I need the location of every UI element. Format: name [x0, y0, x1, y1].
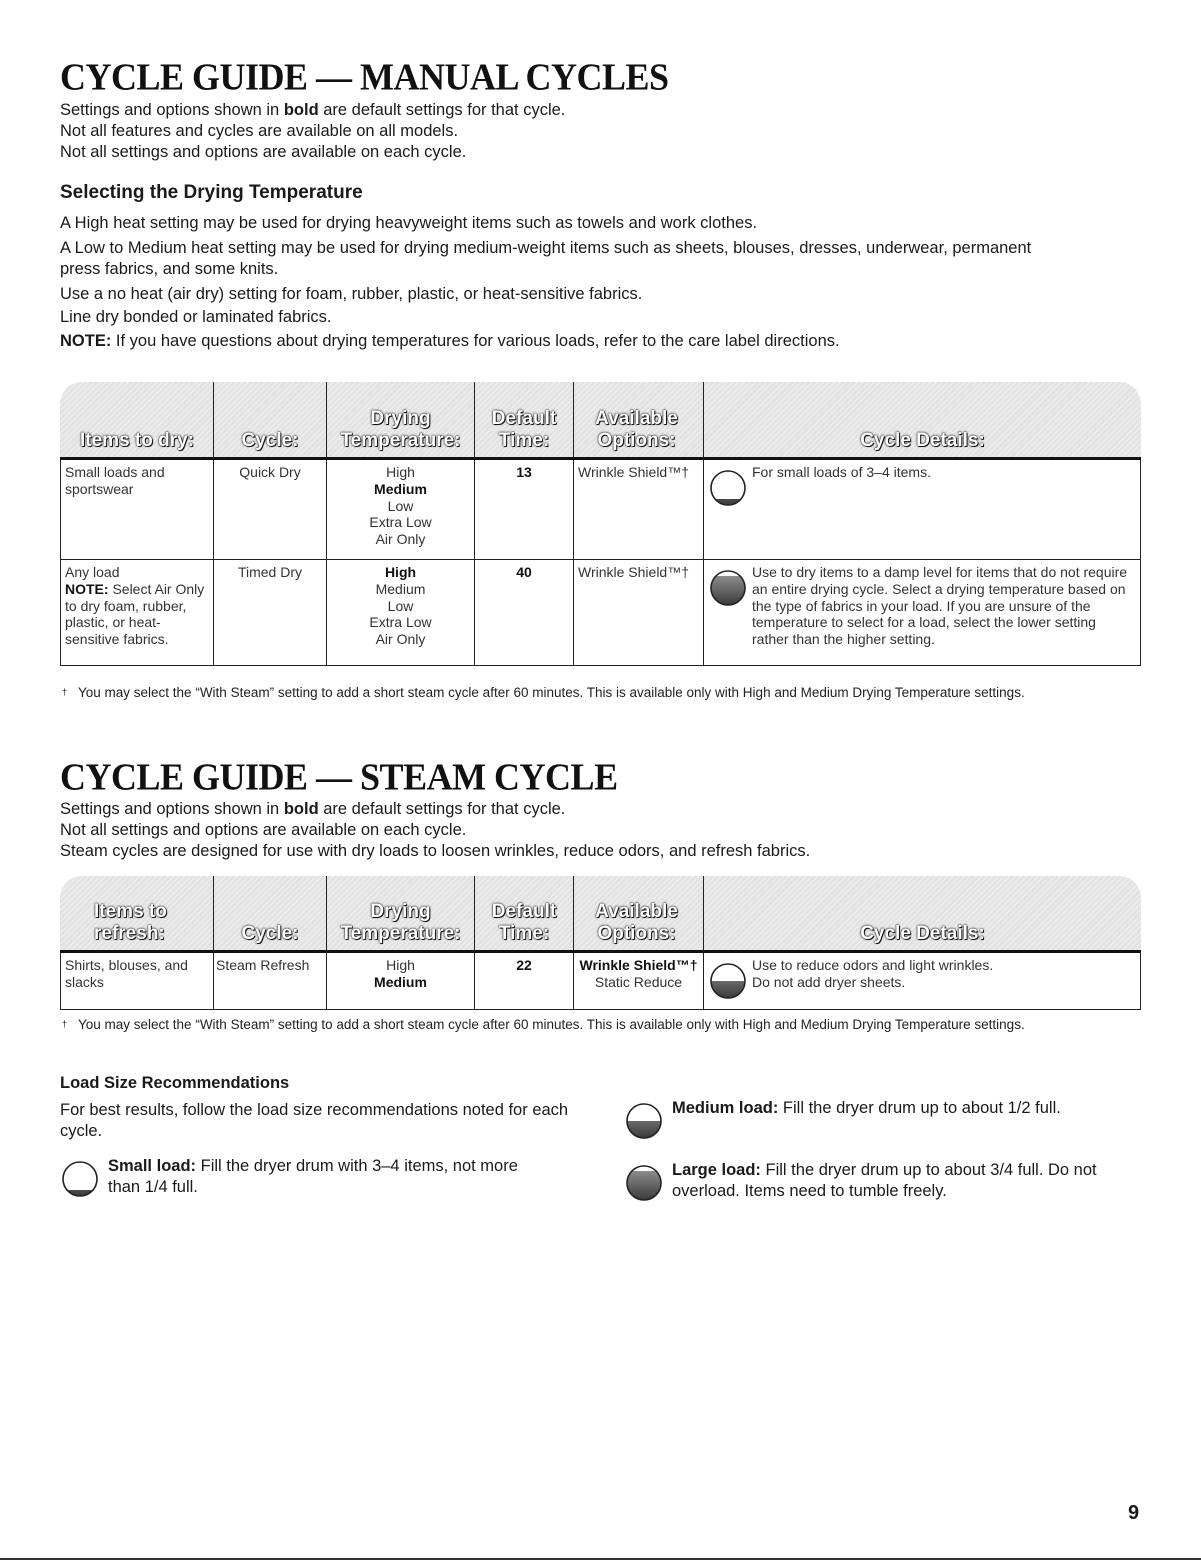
temp-note: NOTE: If you have questions about drying temperatures for various loads, refer to the care label directions. — [60, 332, 840, 350]
small-load-icon — [708, 464, 752, 513]
table-row — [60, 460, 1141, 560]
manual-cycles-table — [60, 382, 1141, 666]
cell-details: For small loads of 3–4 items. — [704, 460, 1141, 560]
steam-cycle-title: CYCLE GUIDE — STEAM CYCLE — [60, 756, 618, 799]
manual-line2: Not all features and cycles are available on all models. — [60, 122, 459, 140]
table-row — [60, 953, 1141, 1010]
header-cycle-details: Cycle Details: — [704, 876, 1141, 953]
small-load-item: Small load: Fill the dryer drum with 3–4 items, not more than 1/4 full. — [60, 1156, 520, 1206]
page-bottom-rule — [0, 1558, 1201, 1560]
cell-temperatures: High Medium Low Extra Low Air Only — [327, 560, 475, 666]
header-default-time: Default Time: — [475, 382, 574, 460]
cell-default-time: 22 — [475, 953, 574, 1010]
header-cycle-details: Cycle Details: — [704, 382, 1141, 460]
load-size-intro: For best results, follow the load size recommendations noted for each cycle. — [60, 1101, 569, 1140]
header-available-options: Available Options: — [574, 382, 704, 460]
cell-cycle: Quick Dry — [214, 460, 327, 560]
header-cycle: Cycle: — [214, 382, 327, 460]
steam-line2: Not all settings and options are available on each cycle. — [60, 821, 467, 839]
table-row — [60, 560, 1141, 666]
cell-items: Small loads and sportswear — [60, 460, 214, 560]
drying-temperature-heading: Selecting the Drying Temperature — [60, 182, 363, 203]
large-load-item: Large load: Fill the dryer drum up to about 3/4 full. Do not overload. Items need to tumble freely. — [624, 1160, 1104, 1210]
cell-default-time: 13 — [475, 460, 574, 560]
temp-paragraph-1: A High heat setting may be used for drying heavyweight items such as towels and work clothes. — [60, 214, 758, 232]
cell-temperatures: High Medium Low Extra Low Air Only — [327, 460, 475, 560]
cell-details: Use to reduce odors and light wrinkles. Do not add dryer sheets. — [704, 953, 1141, 1010]
cell-details: Use to dry items to a damp level for items that do not require an entire drying cycle. Select a drying temperature based on the type of fabrics in your load. If you are unsure of the temperature to select for a load, select the lower setting rather than the higher setting. — [704, 560, 1141, 666]
medium-load-item: Medium load: Fill the dryer drum up to about 1/2 full. — [624, 1098, 1144, 1148]
header-available-options: Available Options: — [574, 876, 704, 953]
manual-line3: Not all settings and options are available on each cycle. — [60, 143, 467, 161]
header-items: Items to refresh: — [60, 876, 214, 953]
steam-cycle-table — [60, 876, 1141, 1010]
large-load-icon — [624, 1160, 672, 1210]
manual-footnote: † You may select the “With Steam” setting to add a short steam cycle after 60 minutes. This is available only with High and Medium Drying Temperature settings. — [62, 685, 1025, 700]
large-load-icon — [708, 564, 752, 613]
temp-paragraph-4: Line dry bonded or laminated fabrics. — [60, 308, 332, 326]
cell-temperatures: High Medium — [327, 953, 475, 1010]
header-items: Items to dry: — [60, 382, 214, 460]
header-default-time: Default Time: — [475, 876, 574, 953]
cell-default-time: 40 — [475, 560, 574, 666]
temp-paragraph-3: Use a no heat (air dry) setting for foam, rubber, plastic, or heat-sensitive fabrics. — [60, 285, 643, 303]
cell-options: Wrinkle Shield™† — [574, 560, 704, 666]
manual-cycles-title: CYCLE GUIDE — MANUAL CYCLES — [60, 56, 669, 99]
small-load-icon — [60, 1156, 108, 1206]
header-cycle: Cycle: — [214, 876, 327, 953]
cell-items: Any load NOTE: Select Air Only to dry foam, rubber, plastic, or heat-sensitive fabrics. — [60, 560, 214, 666]
cell-items: Shirts, blouses, and slacks — [60, 953, 214, 1010]
steam-intro: Settings and options shown in bold are default settings for that cycle. — [60, 800, 566, 818]
steam-footnote: † You may select the “With Steam” setting to add a short steam cycle after 60 minutes. This is available only with High and Medium Drying Temperature settings. — [62, 1017, 1025, 1032]
cell-cycle: Steam Refresh — [214, 953, 327, 1010]
header-drying-temperature: Drying Temperature: — [327, 382, 475, 460]
steam-line3: Steam cycles are designed for use with dry loads to loosen wrinkles, reduce odors, and refresh fabrics. — [60, 842, 811, 860]
load-size-heading: Load Size Recommendations — [60, 1074, 290, 1092]
temp-paragraph-2: A Low to Medium heat setting may be used for drying medium-weight items such as sheets, blouses, dresses, underwear, permanent press fabrics, and some knits. — [60, 239, 1032, 278]
cell-options: Wrinkle Shield™† Static Reduce — [574, 953, 704, 1010]
page-number: 9 — [1128, 1502, 1140, 1524]
cell-cycle: Timed Dry — [214, 560, 327, 666]
medium-load-icon — [708, 957, 752, 1006]
cell-options: Wrinkle Shield™† — [574, 460, 704, 560]
manual-intro: Settings and options shown in bold are default settings for that cycle. — [60, 101, 566, 119]
header-drying-temperature: Drying Temperature: — [327, 876, 475, 953]
medium-load-icon — [624, 1098, 672, 1148]
